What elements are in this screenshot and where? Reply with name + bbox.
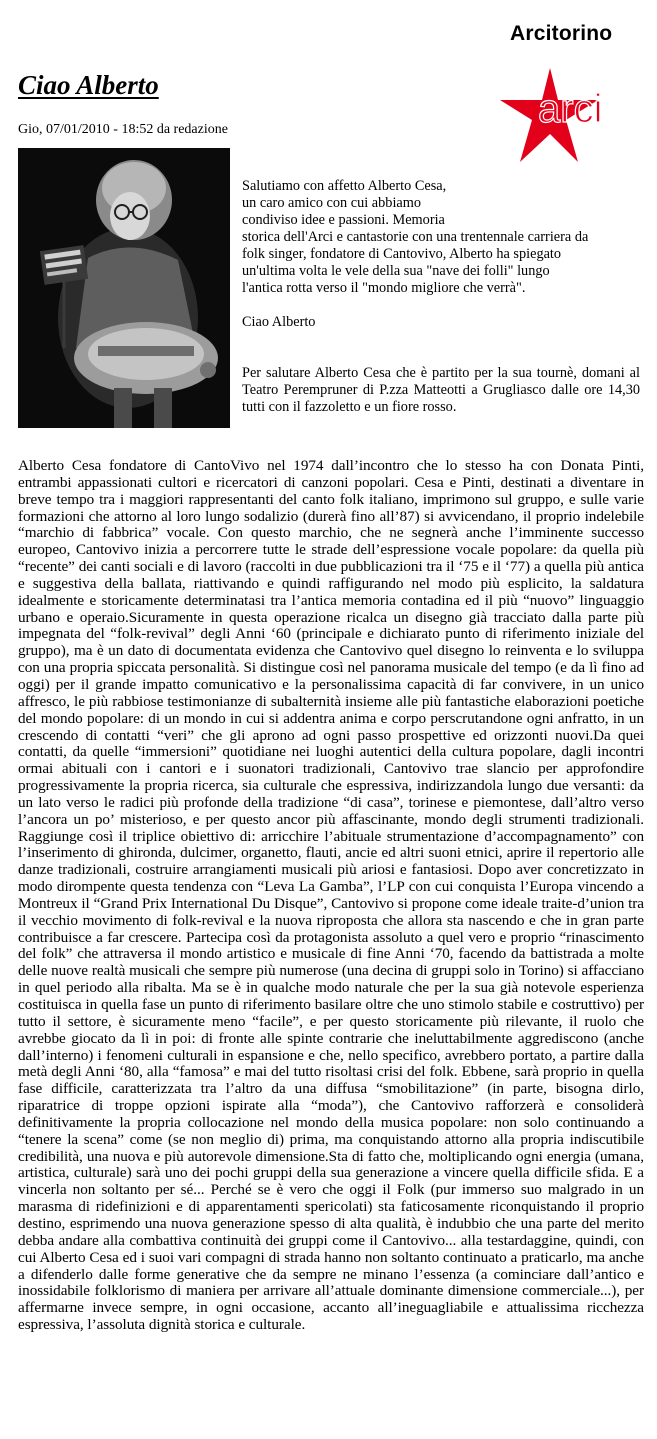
- article-meta: Gio, 07/01/2010 - 18:52 da redazione: [18, 122, 228, 137]
- intro-line: Salutiamo con affetto Alberto Cesa,: [242, 178, 447, 194]
- intro-line: un caro amico con cui abbiamo: [242, 195, 422, 211]
- logo-text: arci: [538, 87, 603, 131]
- intro-line: un'ultima volta le vele della sua "nave dei folli" lungo: [242, 263, 550, 279]
- intro-line: condiviso idee e passioni. Memoria: [242, 212, 445, 228]
- event-notice: Per salutare Alberto Cesa che è partito per la sua tournè, domani al Teatro Perempruner di P.zza Matteotti a Grugliasco dalle ore 14,30 tutti con il fazzoletto e un fiore rosso.: [242, 365, 640, 415]
- article-body: [18, 458, 644, 1334]
- intro-line: l'antica rotta verso il "mondo migliore che verrà".: [242, 280, 526, 296]
- body-paragraph: Alberto Cesa fondatore di CantoVivo nel 1974 dall’incontro che lo stesso ha con Donata Pinti, entrambi appassionati cultori e ricercatori di canzoni popolari. Cesa e Pinti, destinati a diventare in breve tempo tra i maggiori rappresentanti del canto folk italiano, imprimono sul gruppo, e sulle varie formazioni che attorno al loro lungo sodalizio (durerà fino all’87) si avvicendano, il proprio indelebile “marchio di fabbrica” vocale. Con questo marchio, che ne segnerà anche l’imminente successo europeo, Cantovivo inizia a percorrere tutte le strade dell’espressione vocale popolare: da quella più “recente” dei canti sociali e di lavoro (raccolti in due pubblicazioni tra il ‘75 e il ‘77) a quella più antica e suggestiva della ballata, riattivando e quindi raffigurando nel modo più esplicito, la saldatura idealmente e storicamente determinatasi tra l’antica memoria contadina ed il più “nuovo” linguaggio urbano e operaio.Sicuramente in questa operazione ricalca un disegno già tracciato dalla parte più impegnata del “folk-revival” degli Anni ‘60 (principale e dichiarato punto di riferimento iniziale del gruppo), ma è un dato di documentata evidenza che Cantovivo quel disegno lo reinventa e lo sviluppa con una propria spiccata personalità. Si distingue così nel panorama musicale del tempo (e da lì fino ad oggi) per il grande impatto comunicativo e la personalissima capacità di far convivere, in un unico affresco, le più rabbiose testimonianze di subalternità insieme alle più fantastiche elaborazioni poetiche del mondo popolare: di un mondo in cui si addentra anima e corpo perscrutandone ogni anfratto, in un crescendo di contatti “veri” che gli aprono ad ogni passo prospettive ed orizzonti nuovi.Da quei contatti, da quelle “immersioni” quotidiane nei luoghi autentici della cultura popolare, dagli incontri ormai abituali con i cantori e i suonatori tradizionali, Cantovivo trae slancio per approfondire progressivamente la propria ricerca, sia culturale che espressiva, indirizzandola lungo due versanti: da un lato verso le radici più profonde della tradizione “di casa”, torinese e piemontese, dall’altro verso l’ancora un po’ misterioso, e per questo ancor più affascinante, mondo degli strumenti tradizionali. Raggiunge così il triplice obiettivo di: arricchire l’abituale strumentazione d’accompagnamento” con l’inserimento di ghironda, dulcimer, organetto, flauti, ancie ed altri suoni etnici, aprire il repertorio alle danze tradizionali, costruire arrangiamenti musicali più ariosi e fantasiosi. Dopo aver concretizzato in modo dirompente questa tendenza con “Leva La Gamba”, l’LP con cui conquista l’Europa vincendo a Montreux il “Grand Prix International Du Disque”, Cantovivo si propone come ideale traite-d’union tra il vecchio movimento di folk-revival e la nuova riproposta che allora sta nascendo e che in gran parte contribuisce a far crescere. Partecipa così da protagonista assoluto a quel vero e proprio “rinascimento del folk” che attraversa il mondo artistico e musicale di fine Anni ‘70, facendo da battistrada a molte delle nuove realtà musicali che sempre più numerose (una decina di gruppi solo in Torino) si affacciano in quel periodo alla ribalta. Ma se è in qualche modo naturale che per la sua già notevole esperienza costituisca in quella fase un punto di riferimento basilare oltre che uno stimolo stabile e costruttivo) per tutto il settore, è sicuramente meno “facile”, e per questo storicamente più rilevante, il ruolo che avrebbe giocato da lì in poi: di fronte alle spinte contrarie che ineluttabilmente aggrediscono (anche dall’interno) i fenomeni culturali in espansione e che, nello specifico, avrebbero portato, a partire dalla metà degli Anni ‘80, alla “famosa” e mai del tutto risoltasi crisi del folk. Ebbene, sarà proprio in quella fase difficile, caratterizzata tra l’altro da una diffusa “smobilitazione” (in parte, bisogna dirlo, riparatrice di troppe opzioni ispirate alla “moda”), che Cantovivo rafforzerà e consoliderà definitivamente la propria collocazione nel mondo della musica popolare: non solo continuando a “tenere la scena” come (se non meglio di) prima, ma conquistando attorno alla propria indiscutibile credibilità, una nuova e più autorevole dimensione.Sta di fatto che, moltiplicando ogni energia (umana, artistica, culturale) sarà uno dei pochi gruppi della sua generazione a vincere quella difficile sfida. E a vincerla non soltanto per sé... Perché se è vero che oggi il Folk (pur immerso suo malgrado in un marasma di ridefinizioni e di apparentamenti spericolati) sta faticosamente riconquistando il proprio destino, esprimendo una nuova generazione spesso di alta qualità, è indubbio che una parte del merito debba andare alla combattiva continuità dei gruppi come il Cantovivo... alla testardaggine, quindi, con cui Alberto Cesa ed i suoi vari compagni di strada hanno non soltanto continuato a praticarlo, ma anche a difenderlo dalle forme generative che da sempre ne minano l’essenza (a cominciare dall’antico e inossidabile folklorismo di maniera per arrivare all’attuale dominante dimensione commerciale...), per affermarne invece sempre, in ogni occasione, accanto all’ineguagliabile e attualissima ricchezza espressiva, l’assoluta dignità storica e culturale.: [18, 457, 644, 1334]
- intro-line: folk singer, fondatore di Cantovivo, Alberto ha spiegato: [242, 246, 562, 262]
- musician-photo-icon: [18, 148, 230, 428]
- site-name: Arcitorino: [510, 22, 613, 45]
- intro-text: [242, 178, 640, 416]
- article-title[interactable]: Ciao Alberto: [18, 70, 159, 100]
- sign-off: Ciao Alberto: [242, 314, 316, 330]
- intro-line: storica dell'Arci e cantastorie con una trentennale carriera da: [242, 229, 589, 245]
- arci-logo[interactable]: [498, 66, 646, 170]
